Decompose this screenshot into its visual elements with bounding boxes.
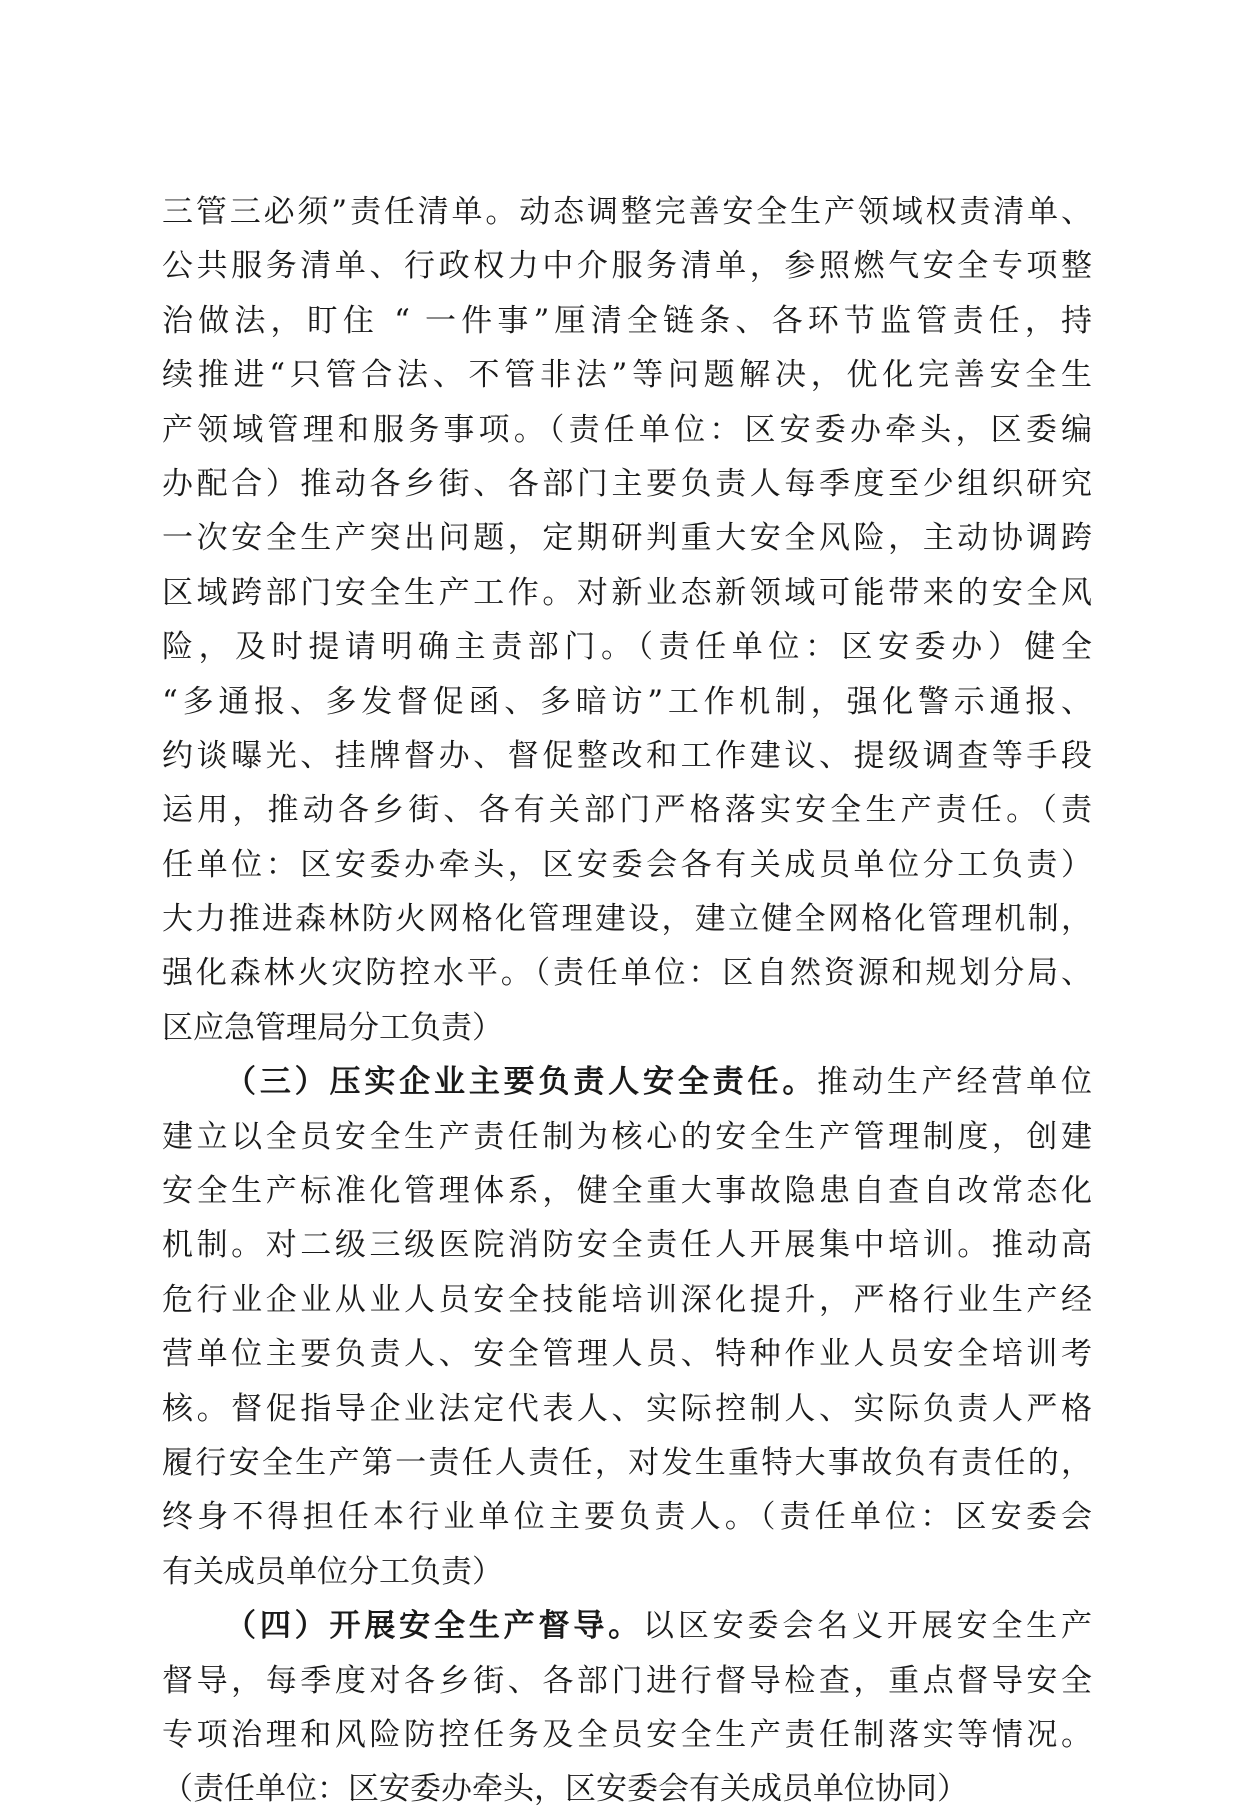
text-line: 公共服务清单、行政权力中介服务清单，参照燃气安全专项整 — [162, 248, 1092, 285]
text-line: 危行业企业从业人员安全技能培训深化提升，严格行业生产经 — [162, 1281, 1092, 1318]
document-body — [162, 185, 1092, 1817]
text-line: 一次安全生产突出问题，定期研判重大安全风险，主动协调跨 — [162, 520, 1092, 557]
section-heading: （四）开展安全生产督导。 — [225, 1608, 643, 1645]
section-heading: （三）压实企业主要负责人安全责任。 — [225, 1064, 818, 1101]
section-text: 推动生产经营单位 — [817, 1064, 1092, 1101]
text-line: 核。督促指导企业法定代表人、实际控制人、实际负责人严格 — [162, 1390, 1092, 1427]
text-line: 办配合）推动各乡街、各部门主要负责人每季度至少组织研究 — [162, 465, 1092, 502]
text-line: 区应急管理局分工负责） — [162, 1009, 503, 1046]
text-line: 约谈曝光、挂牌督办、督促整改和工作建议、提级调查等手段 — [162, 737, 1092, 774]
paragraph-responsibility-list — [162, 185, 1092, 1055]
paragraph-section-four — [162, 1599, 1092, 1817]
text-line: 强化森林火灾防控水平。（责任单位：区自然资源和规划分局、 — [162, 955, 1092, 992]
text-line: 专项治理和风险防控任务及全员安全生产责任制落实等情况。 — [162, 1716, 1092, 1753]
text-line: 督导，每季度对各乡街、各部门进行督导检查，重点督导安全 — [162, 1662, 1092, 1699]
text-line: 有关成员单位分工负责） — [162, 1553, 503, 1590]
paragraph-section-three — [162, 1055, 1092, 1599]
text-line: 履行安全生产第一责任人责任，对发生重特大事故负有责任的， — [162, 1444, 1092, 1481]
text-line: 终身不得担任本行业单位主要负责人。（责任单位：区安委会 — [162, 1499, 1092, 1536]
text-line: 治做法，盯住 “ 一件事”厘清全链条、各环节监管责任，持 — [162, 302, 1092, 339]
text-line: 险，及时提请明确主责部门。（责任单位：区安委办）健全 — [162, 629, 1092, 666]
text-line: 运用，推动各乡街、各有关部门严格落实安全生产责任。（责 — [162, 792, 1092, 829]
section-text: 以区安委会名义开展安全生产 — [643, 1608, 1092, 1645]
text-line: （责任单位：区安委办牵头，区安委会有关成员单位协同） — [162, 1771, 968, 1808]
text-line: 营单位主要负责人、安全管理人员、特种作业人员安全培训考 — [162, 1336, 1092, 1373]
text-line: 安全生产标准化管理体系，健全重大事故隐患自查自改常态化 — [162, 1173, 1092, 1210]
text-line: 产领域管理和服务事项。（责任单位：区安委办牵头，区委编 — [162, 411, 1092, 448]
text-line: 任单位：区安委办牵头，区安委会各有关成员单位分工负责） — [162, 846, 1092, 883]
section-heading-line — [162, 1599, 1092, 1653]
text-line: 续推进“只管合法、不管非法”等问题解决，优化完善安全生 — [162, 357, 1092, 394]
text-line: 建立以全员安全生产责任制为核心的安全生产管理制度，创建 — [162, 1118, 1092, 1155]
text-line: 机制。对二级三级医院消防安全责任人开展集中培训。推动高 — [162, 1227, 1092, 1264]
section-heading-line — [162, 1055, 1092, 1109]
text-line: 三管三必须”责任清单。动态调整完善安全生产领域权责清单、 — [162, 194, 1092, 230]
text-line: 大力推进森林防火网格化管理建设，建立健全网格化管理机制， — [162, 901, 1092, 938]
text-line: “多通报、多发督促函、多暗访”工作机制，强化警示通报、 — [162, 683, 1092, 720]
text-line: 区域跨部门安全生产工作。对新业态新领域可能带来的安全风 — [162, 574, 1092, 611]
